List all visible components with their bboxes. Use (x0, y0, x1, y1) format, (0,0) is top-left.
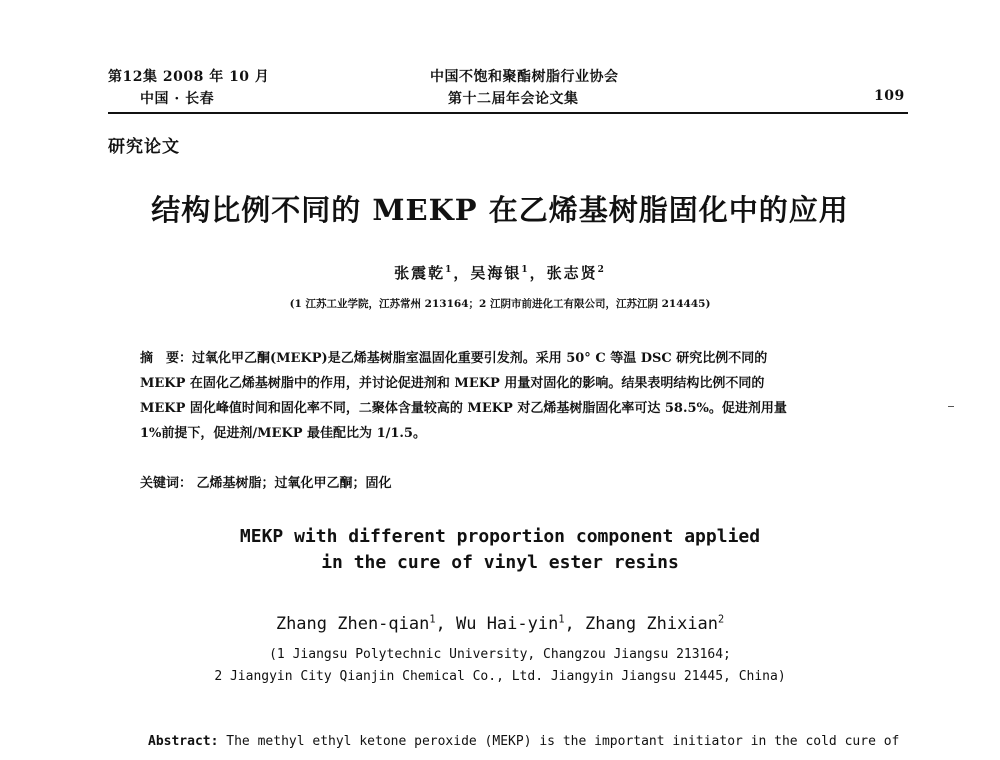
authors-cn (0, 262, 1000, 283)
author-separator: ， (529, 264, 547, 282)
author-en-1: Zhang Zhen-qian (275, 614, 430, 634)
paper-title-en-line: in the cure of vinyl ester resins (321, 552, 679, 573)
keywords-text: 乙烯基树脂；过氧化甲乙酮；固化 (196, 476, 392, 491)
affiliation-en (0, 644, 1000, 688)
abstract-en (148, 734, 899, 749)
author-separator: ， (453, 264, 471, 282)
header-location: 中国 · 长春 (140, 91, 215, 107)
affiliation-en-line: (1 Jiangsu Polytechnic University, Changzou Jiangsu 213164; (269, 647, 731, 662)
header-date: 第12集 2008 年 10 月 (108, 69, 270, 85)
abstract-en-text: The methyl ethyl ketone peroxide (MEKP) is the important initiator in the cold cure of (226, 734, 900, 749)
header-proceedings: 第十二届年会论文集 (448, 91, 579, 107)
author-cn-1-affil: 1 (445, 265, 454, 275)
paper-title-cn: 结构比例不同的 MEKP 在乙烯基树脂固化中的应用 (151, 193, 849, 227)
header-association: 中国不饱和聚酯树脂行业协会 (430, 69, 619, 85)
abstract-cn-label: 摘 要： (140, 351, 193, 366)
abstract-cn-line: MEKP 在固化乙烯基树脂中的作用，并讨论促进剂和 MEKP 用量对固化的影响。结果表明结构比例不同的 (140, 376, 765, 391)
author-cn-3-affil: 2 (597, 265, 606, 275)
author-cn-2-affil: 1 (521, 265, 530, 275)
author-cn-3: 张志贤 (546, 264, 598, 282)
author-en-2-affil: 1 (558, 614, 565, 626)
header-rule (108, 112, 908, 114)
author-cn-2: 吴海银 (470, 264, 522, 282)
affiliation-en-line: 2 Jiangyin City Qianjin Chemical Co., Ltd. Jiangyin Jiangsu 21445, China) (214, 669, 786, 684)
author-en-3: Zhang Zhixian (584, 614, 719, 634)
section-label: 研究论文 (108, 137, 180, 157)
margin-mark (948, 406, 954, 407)
paper-title-en (0, 524, 1000, 576)
abstract-cn-line (140, 346, 880, 371)
author-separator: , (564, 614, 585, 634)
abstract-cn-text: 过氧化甲乙酮(MEKP)是乙烯基树脂室温固化重要引发剂。采用 50° C 等温 DSC 研究比例不同的 (192, 351, 768, 366)
authors-en (0, 614, 1000, 634)
abstract-cn-line: 1%前提下，促进剂/MEKP 最佳配比为 1/1.5。 (140, 426, 426, 441)
author-cn-1: 张震乾 (394, 264, 446, 282)
abstract-cn-line: MEKP 固化峰值时间和固化率不同，二聚体含量较高的 MEKP 对乙烯基树脂固化率可达 58.5%。促进剂用量 (140, 401, 787, 416)
abstract-cn (140, 346, 880, 446)
affiliation-cn: (1 江苏工业学院，江苏常州 213164；2 江阴市前进化工有限公司，江苏江阴 214445) (289, 298, 711, 310)
keywords-cn (140, 472, 392, 491)
author-en-1-affil: 1 (429, 614, 436, 626)
keywords-label: 关键词： (140, 476, 193, 491)
abstract-en-label: Abstract: (148, 734, 219, 749)
author-en-2: Wu Hai-yin (455, 614, 559, 634)
paper-title-en-line: MEKP with different proportion component applied (239, 526, 761, 547)
author-separator: , (435, 614, 456, 634)
page-number: 109 (874, 88, 905, 104)
author-en-3-affil: 2 (718, 614, 725, 626)
